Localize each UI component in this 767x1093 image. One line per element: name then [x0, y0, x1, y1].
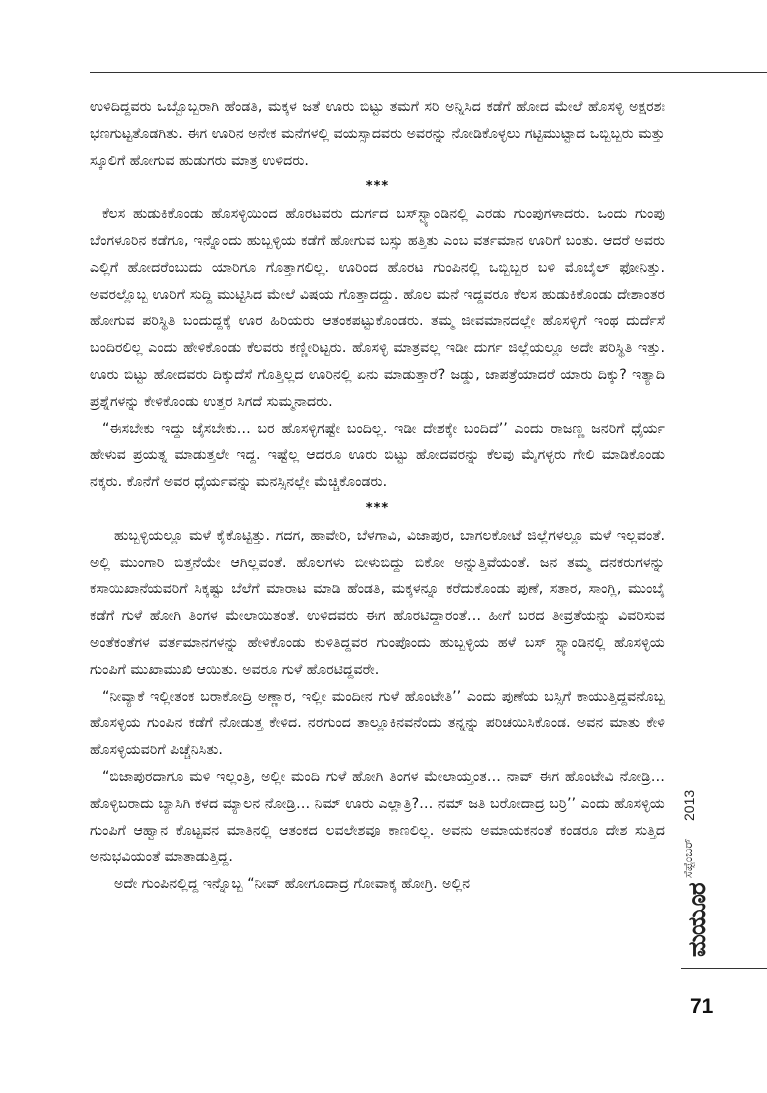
paragraph: “ಬಿಜಾಪುರದಾಗೂ ಮಳಿ ಇಲ್ಲಂತ್ರಿ, ಅಲ್ಲೀ ಮಂದಿ ಗುಳೆ ಹೋಗಿ ತಿಂಗಳ ಮೇಲಾಯ್ತಂತ… ನಾವ್ ಈಗ ಹೊಂಟೇವಿ ನೋಡ್ರಿ… ಹೊಳ್ಳಿಬರಾದು ಬ್ಯಾಸಿಗಿ ಕಳದ ಮ್ಯಾಲನ ನೋಡ್ರಿ… ನಿಮ್ ಊರು ಎಲ್ಲಾತ್ರಿ?… ನಮ್ ಜತಿ ಬರೋದಾದ್ರ ಬರ್ರಿ’’ ಎಂದು ಹೊಸಳ್ಳಿಯ ಗುಂಪಿಗೆ ಆಹ್ವಾನ ಕೊಟ್ಟವನ ಮಾತಿನಲ್ಲಿ ಆತಂಕದ ಲವಲೇಶವೂ ಕಾಣಲಿಲ್ಲ. ಅವನು ಅಮಾಯಕನಂತೆ ಕಂಡರೂ ದೇಶ ಸುತ್ತಿದ ಅನುಭವಿಯಂತೆ ಮಾತಾಡುತ್ತಿದ್ದ.	[90, 768, 665, 866]
bottom-rule	[681, 968, 767, 969]
issue-year: 2013	[681, 789, 697, 821]
article-body	[90, 94, 665, 898]
section-separator: ***	[365, 500, 390, 516]
paragraph: “ನೀವ್ಯಾಕೆ ಇಲ್ಲೀತಂಕ ಬರಾಕೋದ್ರಿ ಅಣ್ಣಾರ, ಇಲ್ಲೀ ಮಂದೀನ ಗುಳೆ ಹೊಂಟೇತಿ’’ ಎಂದು ಪುಣೆಯ ಬಸ್ಸಿಗೆ ಕಾಯುತ್ತಿದ್ದವನೊಬ್ಬ ಹೊಸಳ್ಳಿಯ ಗುಂಪಿನ ಕಡೆಗೆ ನೋಡುತ್ತ ಕೇಳಿದ. ನರಗುಂದ ತಾಲ್ಲೂಕಿನವನೆಂದು ತನ್ನನ್ನು ಪರಿಚಯಿಸಿಕೊಂಡ. ಅವನ ಮಾತು ಕೇಳಿ ಹೊಸಳ್ಳಿಯವರಿಗೆ ಪಿಚ್ಚೆನಿಸಿತು.	[90, 688, 665, 759]
paragraph: ಕೆಲಸ ಹುಡುಕಿಕೊಂಡು ಹೊಸಳ್ಳಿಯಿಂದ ಹೊರಟವರು ದುರ್ಗದ ಬಸ್‌ಸ್ಟ್ಯಾಂಡಿನಲ್ಲಿ ಎರಡು ಗುಂಪುಗಳಾದರು. ಒಂದು ಗುಂಪು ಬೆಂಗಳೂರಿನ ಕಡೆಗೂ, ಇನ್ನೊಂದು ಹುಬ್ಬಳ್ಳಿಯ ಕಡೆಗೆ ಹೋಗುವ ಬಸ್ಸು ಹತ್ತಿತು ಎಂಬ ವರ್ತಮಾನ ಊರಿಗೆ ಬಂತು. ಆದರೆ ಅವರು ಎಲ್ಲಿಗೆ ಹೋದರೆಂಬುದು ಯಾರಿಗೂ ಗೊತ್ತಾಗಲಿಲ್ಲ. ಊರಿಂದ ಹೊರಟ ಗುಂಪಿನಲ್ಲಿ ಒಬ್ಬಿಬ್ಬರ ಬಳಿ ಮೊಬೈಲ್ ಫೋನಿತ್ತು. ಅವರಲ್ಲೊಬ್ಬ ಊರಿಗೆ ಸುದ್ದಿ ಮುಟ್ಟಿಸಿದ ಮೇಲೆ ವಿಷಯ ಗೊತ್ತಾದದ್ದು. ಹೊಲ ಮನೆ ಇದ್ದವರೂ ಕೆಲಸ ಹುಡುಕಿಕೊಂಡು ದೇಶಾಂತರ ಹೋಗುವ ಪರಿಸ್ಥಿತಿ ಬಂದುದ್ದಕ್ಕೆ ಊರ ಹಿರಿಯರು ಆತಂಕಪಟ್ಟುಕೊಂಡರು. ತಮ್ಮ ಜೀವಮಾನದಲ್ಲೇ ಹೊಸಳ್ಳಿಗೆ ಇಂಥ ದುರ್ದೆಸೆ ಬಂದಿರಲಿಲ್ಲ ಎಂದು ಹೇಳಿಕೊಂಡು ಕೆಲವರು ಕಣ್ಣೀರಿಟ್ಟರು. ಹೊಸಳ್ಳಿ ಮಾತ್ರವಲ್ಲ ಇಡೀ ದುರ್ಗ ಜಿಲ್ಲೆಯಲ್ಲೂ ಅದೇ ಪರಿಸ್ಥಿತಿ ಇತ್ತು. ಊರು ಬಿಟ್ಟು ಹೋದವರು ದಿಕ್ಕುದೆಸೆ ಗೊತ್ತಿಲ್ಲದ ಊರಿನಲ್ಲಿ ಏನು ಮಾಡುತ್ತಾರೆ? ಜಡ್ಡು, ಜಾಪತ್ರೆಯಾದರೆ ಯಾರು ದಿಕ್ಕು? ಇತ್ಯಾದಿ ಪ್ರಶ್ನೆಗಳನ್ನು ಕೇಳಿಕೊಂಡು ಉತ್ತರ ಸಿಗದೆ ಸುಮ್ಮನಾದರು.	[90, 206, 665, 410]
paragraph: ಅದೇ ಗುಂಪಿನಲ್ಲಿದ್ದ ಇನ್ನೊಬ್ಬ “ನೀವ್ ಹೋಗೂದಾದ್ರ ಗೋವಾಕ್ಕ ಹೋಗ್ರಿ. ಅಲ್ಲಿನ	[114, 876, 471, 893]
magazine-sidebar	[681, 785, 721, 960]
paragraph: “ಈಸಬೇಕು ಇದ್ದು ಜೈಸಬೇಕು… ಬರ ಹೊಸಳ್ಳಿಗಷ್ಟೇ ಬಂದಿಲ್ಲ. ಇಡೀ ದೇಶಕ್ಕೇ ಬಂದಿದೆ’’ ಎಂದು ರಾಜಣ್ಣ ಜನರಿಗೆ ಧೈರ್ಯ ಹೇಳುವ ಪ್ರಯತ್ನ ಮಾಡುತ್ತಲೇ ಇದ್ದ. ಇಷ್ಟೆಲ್ಲ ಆದರೂ ಊರು ಬಿಟ್ಟು ಹೋದವರನ್ನು ಕೆಲವು ಮೈಗಳ್ಳರು ಗೇಲಿ ಮಾಡಿಕೊಂಡು ನಕ್ಕರು. ಕೊನೆಗೆ ಅವರ ಧೈರ್ಯವನ್ನು ಮನಸ್ಸಿನಲ್ಲೇ ಮೆಚ್ಚಿಕೊಂಡರು.	[90, 420, 665, 491]
issue-month: ಸೆಪ್ಟೆಂಬರ್	[681, 838, 695, 878]
section-separator: ***	[365, 179, 390, 195]
top-rule	[90, 72, 767, 73]
magazine-logo: ಮಯೂರ	[683, 883, 711, 957]
paragraph: ಉಳಿದಿದ್ದವರು ಒಬ್ಬೊಬ್ಬರಾಗಿ ಹೆಂಡತಿ, ಮಕ್ಕಳ ಜತೆ ಊರು ಬಿಟ್ಟು ತಮಗೆ ಸರಿ ಅನ್ನಿಸಿದ ಕಡೆಗೆ ಹೋದ ಮೇಲೆ ಹೊಸಳ್ಳಿ ಅಕ್ಷರಶಃ ಭಣಗುಟ್ಟತೊಡಗಿತು. ಈಗ ಊರಿನ ಅನೇಕ ಮನೆಗಳಲ್ಲಿ ವಯಸ್ಸಾದವರು ಅವರನ್ನು ನೋಡಿಕೊಳ್ಳಲು ಗಟ್ಟಿಮುಟ್ಟಾದ ಒಬ್ಬಿಬ್ಬರು ಮತ್ತು ಸ್ಕೂಲಿಗೆ ಹೋಗುವ ಹುಡುಗರು ಮಾತ್ರ ಉಳಿದರು.	[90, 99, 665, 169]
paragraph: ಹುಬ್ಬಳ್ಳಿಯಲ್ಲೂ ಮಳೆ ಕೈಕೊಟ್ಟಿತ್ತು. ಗದಗ, ಹಾವೇರಿ, ಬೆಳಗಾವಿ, ವಿಜಾಪುರ, ಬಾಗಲಕೋಟೆ ಜಿಲ್ಲೆಗಳಲ್ಲೂ ಮಳೆ ಇಲ್ಲವಂತೆ. ಅಲ್ಲಿ ಮುಂಗಾರಿ ಬಿತ್ತನೆಯೇ ಆಗಿಲ್ಲವಂತೆ. ಹೊಲಗಳು ಬೀಳುಬಿದ್ದು ಬಿಕೋ ಅನ್ನುತ್ತಿವೆಯಂತೆ. ಜನ ತಮ್ಮ ದನಕರುಗಳನ್ನು ಕಸಾಯಿಖಾನೆಯವರಿಗೆ ಸಿಕ್ಕಷ್ಟು ಬೆಲೆಗೆ ಮಾರಾಟ ಮಾಡಿ ಹೆಂಡತಿ, ಮಕ್ಕಳನ್ನೂ ಕರೆದುಕೊಂಡು ಪುಣೆ, ಸತಾರ, ಸಾಂಗ್ಲಿ, ಮುಂಬೈ ಕಡೆಗೆ ಗುಳೆ ಹೋಗಿ ತಿಂಗಳ ಮೇಲಾಯಿತಂತೆ. ಉಳಿದವರು ಈಗ ಹೊರಟಿದ್ದಾರಂತೆ… ಹೀಗೆ ಬರದ ತೀವ್ರತೆಯನ್ನು ವಿವರಿಸುವ ಅಂತೆಕಂತೆಗಳ ವರ್ತಮಾನಗಳನ್ನು ಹೇಳಿಕೊಂಡು ಕುಳಿತಿದ್ದವರ ಗುಂಪೊಂದು ಹುಬ್ಬಳ್ಳಿಯ ಹಳೆ ಬಸ್ ಸ್ಟ್ಯಾಂಡಿನಲ್ಲಿ ಹೊಸಳ್ಳಿಯ ಗುಂಪಿಗೆ ಮುಖಾಮುಖಿ ಆಯಿತು. ಅವರೂ ಗುಳೆ ಹೊರಟಿದ್ದವರೇ.	[90, 527, 665, 678]
page-number: 71	[690, 995, 714, 1018]
